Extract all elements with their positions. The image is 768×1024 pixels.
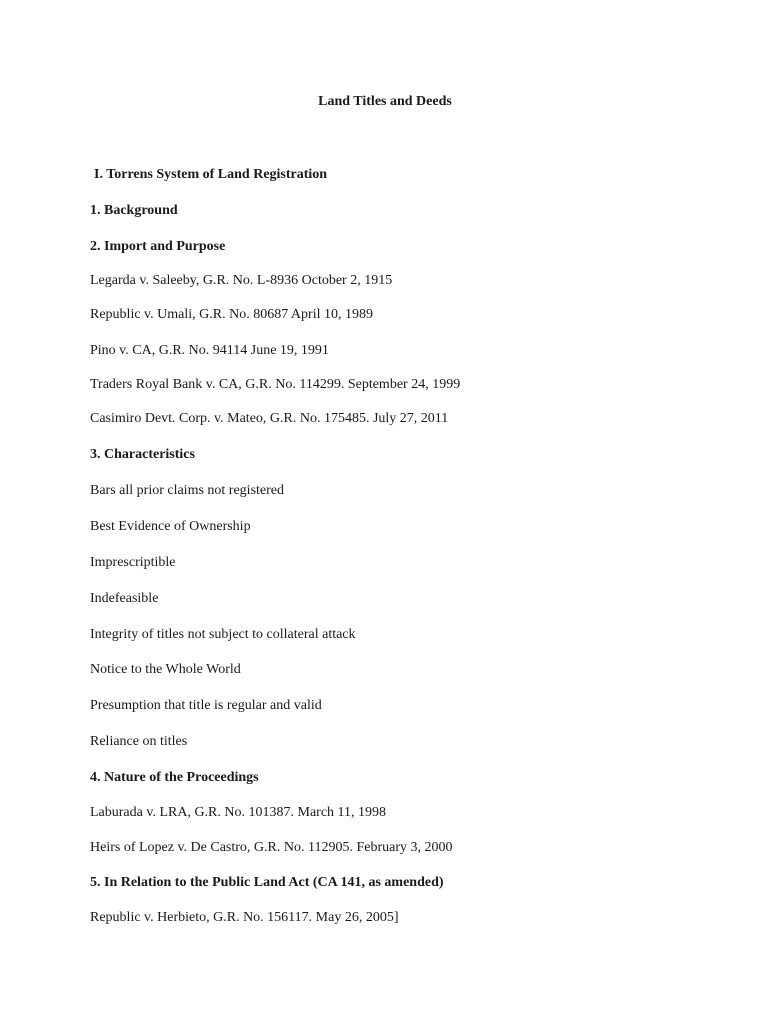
case-citation: Traders Royal Bank v. CA, G.R. No. 114299. September 24, 1999 xyxy=(90,377,461,392)
case-citation: Laburada v. LRA, G.R. No. 101387. March 11, 1998 xyxy=(90,805,387,820)
case-citation: Republic v. Umali, G.R. No. 80687 April 10, 1989 xyxy=(90,307,373,322)
characteristic-item: Reliance on titles xyxy=(90,734,188,749)
section-heading-torrens: I. Torrens System of Land Registration xyxy=(94,167,328,182)
characteristic-item: Imprescriptible xyxy=(90,555,176,570)
document-title xyxy=(0,94,768,110)
heading-nature-proceedings: 4. Nature of the Proceedings xyxy=(90,770,259,785)
case-citation: Republic v. Herbieto, G.R. No. 156117. May 26, 2005] xyxy=(90,910,399,925)
characteristic-item: Notice to the Whole World xyxy=(90,662,241,677)
characteristic-item: Integrity of titles not subject to collateral attack xyxy=(90,627,356,642)
case-citation: Heirs of Lopez v. De Castro, G.R. No. 112905. February 3, 2000 xyxy=(90,840,453,855)
case-citation: Casimiro Devt. Corp. v. Mateo, G.R. No. 175485. July 27, 2011 xyxy=(90,411,449,426)
heading-characteristics: 3. Characteristics xyxy=(90,447,195,462)
characteristic-item: Presumption that title is regular and valid xyxy=(90,698,322,713)
case-citation: Pino v. CA, G.R. No. 94114 June 19, 1991 xyxy=(90,343,329,358)
document-title-text: Land Titles and Deeds xyxy=(318,94,452,109)
characteristic-item: Indefeasible xyxy=(90,591,159,606)
heading-import-purpose: 2. Import and Purpose xyxy=(90,239,226,254)
case-citation: Legarda v. Saleeby, G.R. No. L-8936 October 2, 1915 xyxy=(90,273,393,288)
heading-background: 1. Background xyxy=(90,203,178,218)
characteristic-item: Bars all prior claims not registered xyxy=(90,483,284,498)
characteristic-item: Best Evidence of Ownership xyxy=(90,519,251,534)
heading-public-land-act: 5. In Relation to the Public Land Act (CA 141, as amended) xyxy=(90,875,444,890)
